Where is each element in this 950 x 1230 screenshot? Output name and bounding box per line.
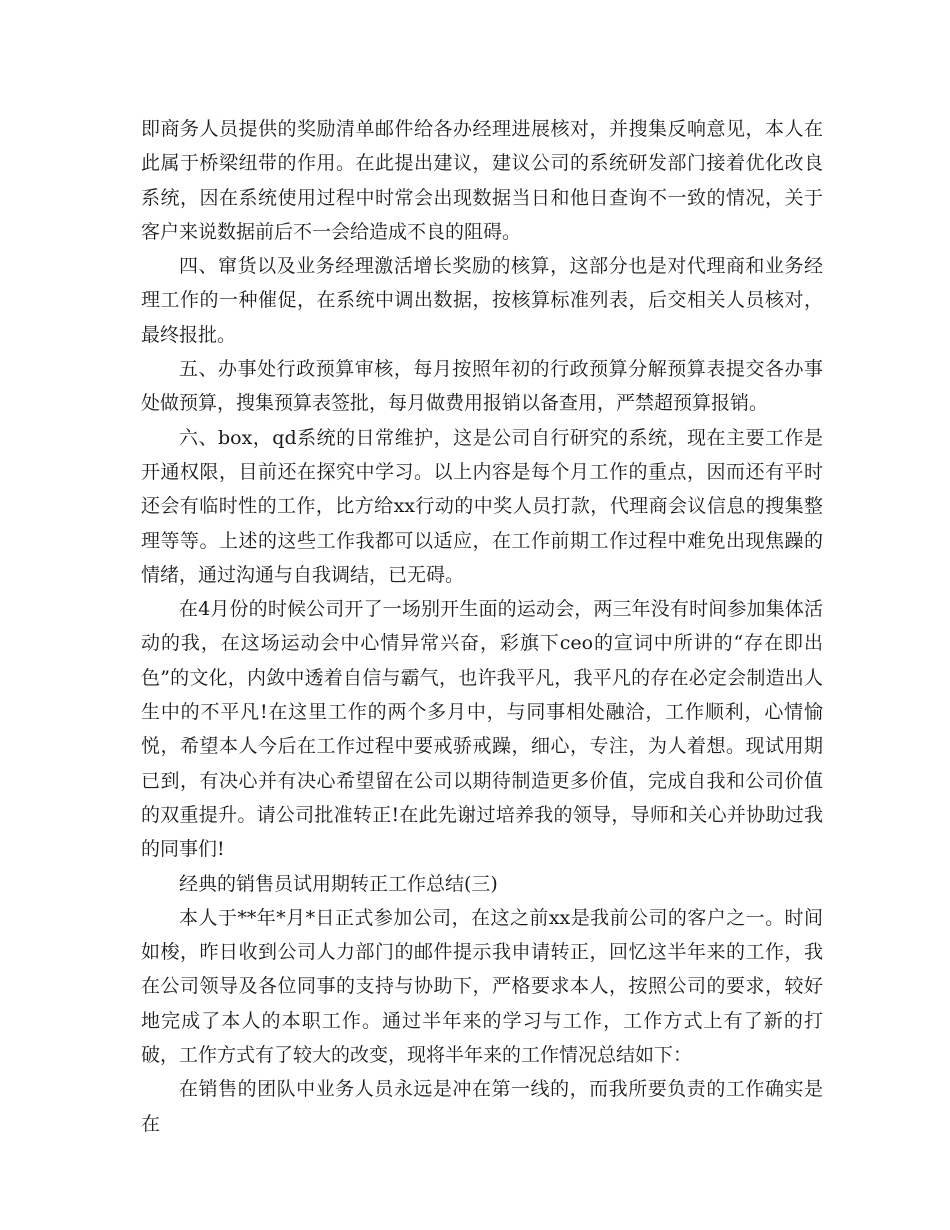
paragraph-item-4: 四、窜货以及业务经理激活增长奖励的核算，这部分也是对代理商和业务经理工作的一种催促，在系统中调出数据，按核算标准列表，后交相关人员核对，最终报批。 [141,255,823,346]
paragraph-item-6: 六、box，qd系统的日常维护，这是公司自行研究的系统，现在主要工作是开通权限，目前还在探究中学习。以上内容是每个月工作的重点，因而还有平时还会有临时性的工作，比方给xx行动的中奖人员打款，代理商会议信息的搜集整理等等。上述的这些工作我都可以适应，在工作前期工作过程中难免出现焦躁的情绪，通过沟通与自我调结，已无碍。 [141,426,823,586]
paragraph-intro: 本人于**年*月*日正式参加公司，在这之前xx是我前公司的客户之一。时间如梭，昨日收到公司人力部门的邮件提示我申请转正，回忆这半年来的工作，我在公司领导及各位同事的支持与协助下，严格要求本人，按照公司的要求，较好地完成了本人的本职工作。通过半年来的学习与工作，工作方式上有了新的打破，工作方式有了较大的改变，现将半年来的工作情况总结如下： [141,906,823,1067]
paragraph-sales-team: 在销售的团队中业务人员永远是冲在第一线的，而我所要负责的工作确实是在 [141,1078,823,1135]
paragraph-item-5: 五、办事处行政预算审核，每月按照年初的行政预算分解预算表提交各办事处做预算，搜集预算表签批，每月做费用报销以备查用，严禁超预算报销。 [141,358,823,415]
paragraph-continuation: 即商务人员提供的奖励清单邮件给各办经理进展核对，并搜集反响意见，本人在此属于桥梁纽带的作用。在此提出建议，建议公司的系统研发部门接着优化改良系统，因在系统使用过程中时常会出现数据当日和他日查询不一致的情况，关于客户来说数据前后不一会给造成不良的阻碍。 [141,118,823,243]
document-body [141,112,823,1141]
paragraph-sports-meeting: 在4月份的时候公司开了一场别开生面的运动会，两三年没有时间参加集体活动的我，在这场运动会中心情异常兴奋，彩旗下ceo的宣词中所讲的“存在即出色”的文化，内敛中透着自信与霸气，也许我平凡，我平凡的存在必定会制造出人生中的不平凡!在这里工作的两个多月中，与同事相处融洽，工作顺利，心情愉悦，希望本人今后在工作过程中要戒骄戒躁，细心，专注，为人着想。现试用期已到，有决心并有决心希望留在公司以期待制造更多价值，完成自我和公司价值的双重提升。请公司批准转正!在此先谢过培养我的领导，导师和关心并协助过我的同事们! [141,598,823,861]
section-heading: 经典的销售员试用期转正工作总结(三) [179,872,498,895]
